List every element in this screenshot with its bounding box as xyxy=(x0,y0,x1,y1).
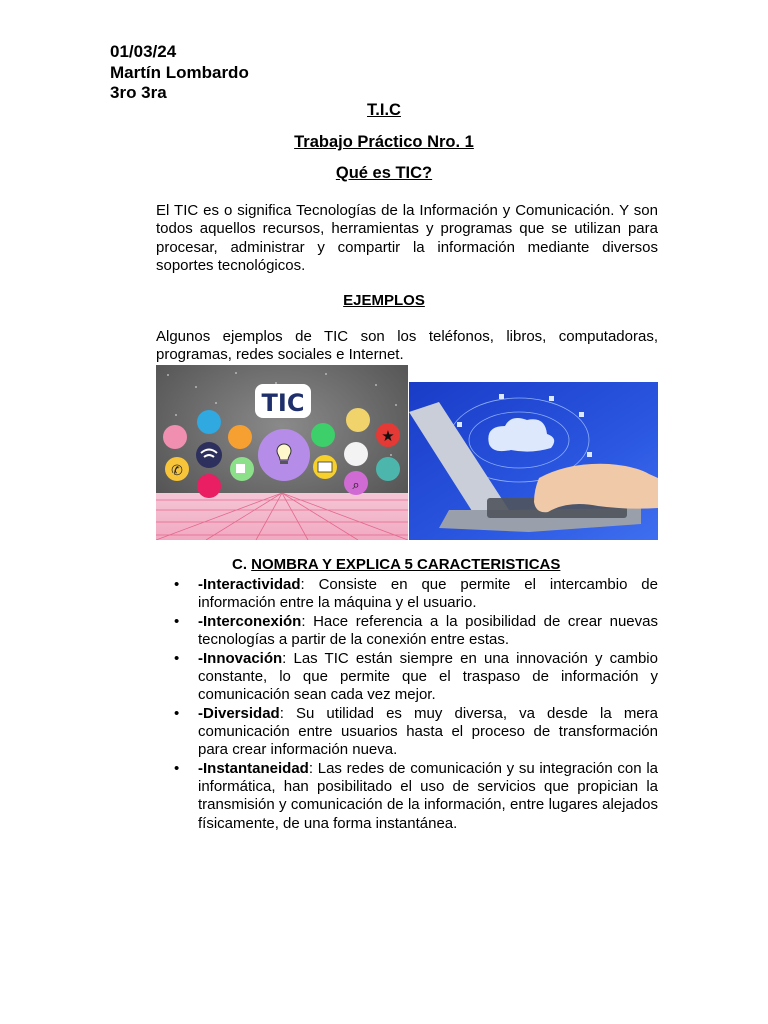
characteristic-term: -Interactividad xyxy=(198,576,301,593)
phone-screen-icon xyxy=(197,410,221,434)
tic-icons-illustration xyxy=(156,365,408,540)
subtitle: Trabajo Práctico Nro. 1 xyxy=(294,133,474,151)
settings-icon xyxy=(344,442,368,466)
document-header xyxy=(110,42,249,104)
examples-heading: EJEMPLOS xyxy=(343,292,425,309)
characteristic-text: : Las redes de comunicación y su integración con la informática, han posibilitado el uso de servicios que propician la transmisión y comunicación de la información, entre lugares alejados físicamente, de una forma instantánea. xyxy=(198,760,658,832)
examples-paragraph: Algunos ejemplos de TIC son los teléfonos, libros, computadoras, programas, redes sociales e Internet. xyxy=(156,328,658,364)
question-title: Qué es TIC? xyxy=(335,164,433,182)
characteristic-term: -Innovación xyxy=(198,649,283,667)
tic-logo-text: TIC xyxy=(261,389,305,417)
definition-paragraph: El TIC es o significa Tecnologías de la Información y Comunicación. Y son todos aquellos recursos, herramientas y programas que se utilizan para procesar, administrar y compartir la información mediante diversos soportes tecnológicos. xyxy=(156,202,658,274)
list-item xyxy=(156,650,658,705)
characteristics-list xyxy=(156,576,658,833)
tic-icons-image xyxy=(156,365,408,540)
bullet-icon: • xyxy=(174,649,180,667)
characteristic-term: -Diversidad xyxy=(198,704,280,722)
chat-icon xyxy=(163,425,187,449)
bullet-icon: • xyxy=(174,576,180,593)
illustrations xyxy=(156,365,658,540)
cloud-icon xyxy=(376,457,400,481)
camera-icon xyxy=(197,474,221,498)
characteristic-text: : Hace referencia a la posibilidad de crear nuevas tecnologías a partir de la conexión entre estas. xyxy=(198,612,658,649)
laptop-cloud-image xyxy=(409,382,658,540)
characteristic-text: : Las TIC están siempre en una innovación y cambio constante, lo que permite que el traspaso de información y comunicación sean cada vez mejor. xyxy=(198,649,658,704)
characteristic-text: : Su utilidad es muy diversa, va desde la mera comunicación entre usuarios hasta el proceso de transformación para crear información nueva. xyxy=(198,704,658,759)
author-name: Martín Lombardo xyxy=(110,62,249,82)
edit-icon xyxy=(228,425,252,449)
section-c-heading xyxy=(232,556,560,573)
list-item xyxy=(156,705,658,760)
microphone-icon xyxy=(346,408,370,432)
list-item xyxy=(156,613,658,649)
bullet-icon: • xyxy=(174,760,180,778)
bullet-icon: • xyxy=(174,612,180,630)
section-c-title: NOMBRA Y EXPLICA 5 CARACTERISTICAS xyxy=(251,556,561,573)
svg-text:⌕: ⌕ xyxy=(352,478,360,493)
date: 01/03/24 xyxy=(110,42,177,61)
headphones-icon xyxy=(311,423,335,447)
characteristic-term: -Interconexión xyxy=(198,612,302,630)
main-title: T.I.C xyxy=(367,101,401,119)
characteristic-text: : Consiste en que permite el intercambio de información entre la máquina y el usuario. xyxy=(198,576,658,612)
course: 3ro 3ra xyxy=(110,83,167,102)
list-item xyxy=(156,576,658,612)
bullet-icon: • xyxy=(174,704,180,722)
laptop-cloud-illustration xyxy=(409,382,658,540)
characteristic-term: -Instantaneidad xyxy=(198,760,309,778)
svg-text:✆: ✆ xyxy=(171,463,183,479)
list-item xyxy=(156,760,658,833)
section-c-prefix: C. xyxy=(232,556,247,573)
svg-text:★: ★ xyxy=(381,427,395,445)
